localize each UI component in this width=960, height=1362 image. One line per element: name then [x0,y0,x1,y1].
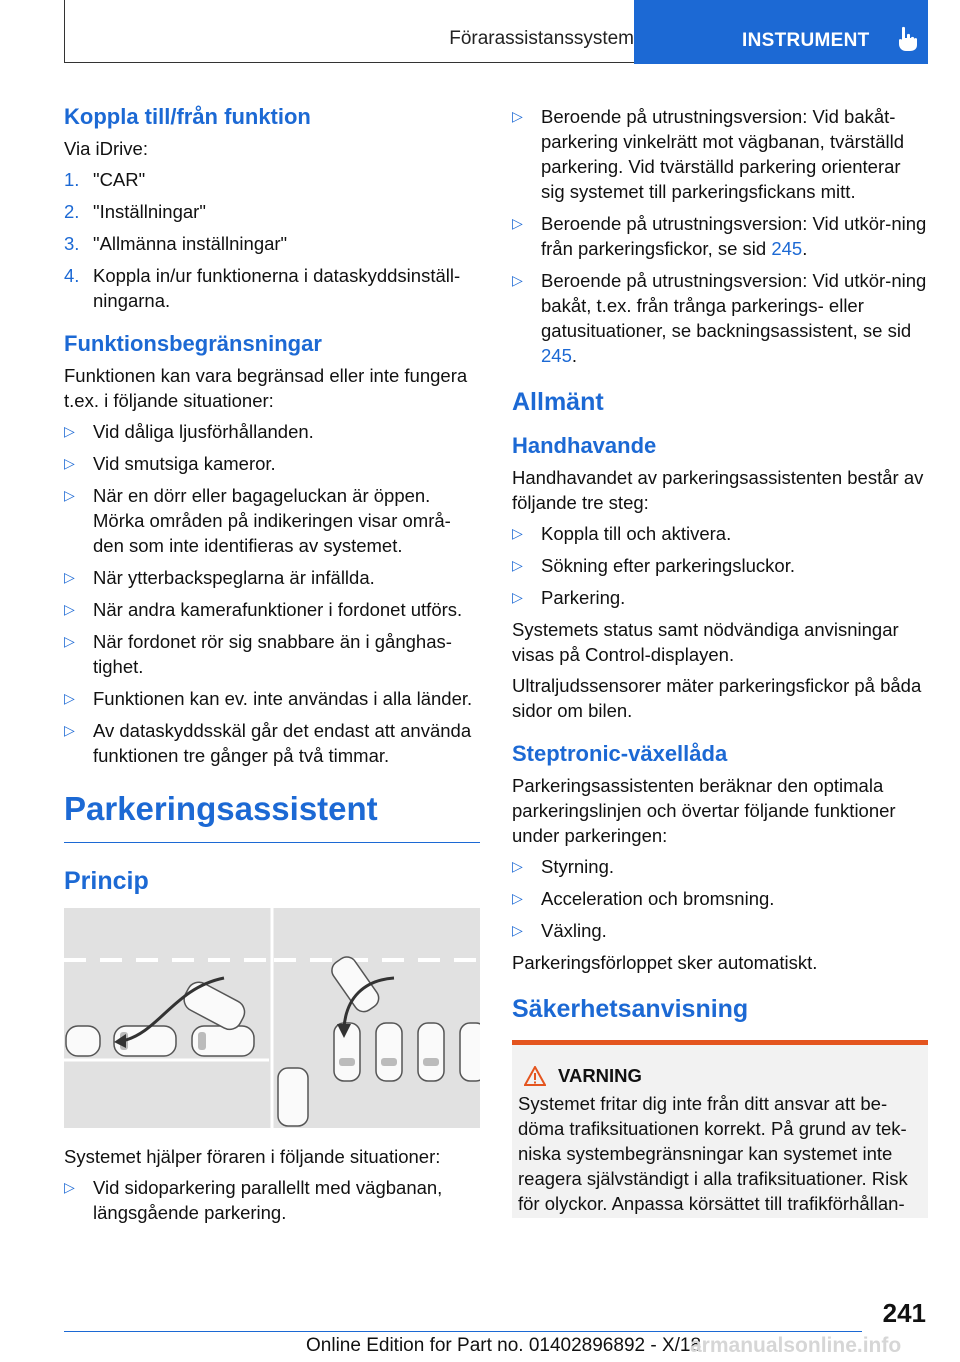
bullet-triangle-icon: ▷ [512,525,523,541]
watermark-text: armanualsonline.info [690,1334,902,1357]
list-item: ▷ Koppla till och aktivera. [512,523,732,544]
page-header [64,0,928,64]
bullet-triangle-icon: ▷ [512,272,523,288]
section-title-limitations: Funktionsbegränsningar [64,331,322,356]
toggle-steps [64,167,480,313]
list-item: ▷ När andra kamerafunktioner i fordonet utförs. [64,599,463,620]
left-column [64,100,480,1232]
bullet-triangle-icon: ▷ [512,108,523,124]
bullet-triangle-icon: ▷ [64,601,75,617]
bullet-triangle-icon: ▷ [64,455,75,471]
bullet-triangle-icon: ▷ [64,423,75,439]
bullet-triangle-icon: ▷ [64,633,75,649]
list-item: ▷ Vid smutsiga kameror. [64,453,276,474]
list-item: ▷ Beroende på utrustningsversion: Vid bakåt-parkering vinkelrätt mot vägbanan, tvärställd parkering. Vid tvärställd parkering orienterar sig systemet till parkeringsfickans mitt. [512,106,904,202]
principle-list-continued [512,104,928,368]
sensor-paragraph: Ultraljudssensorer mäter parkeringsfickor på båda sidor om bilen. [512,675,922,721]
bullet-triangle-icon: ▷ [512,858,523,874]
bullet-triangle-icon: ▷ [64,487,75,503]
page-link[interactable]: 245 [541,345,572,366]
list-item: ▷ När en dörr eller bagageluckan är öppen. Mörka områden på indikeringen visar områ-den som inte identifieras av systemet. [64,485,451,556]
section-title-toggle: Koppla till/från funktion [64,104,311,129]
list-item: ▷ Acceleration och bromsning. [512,888,775,909]
header-chapter-tab [634,0,928,64]
warning-triangle-icon [524,1066,546,1086]
list-item: ▷ Vid dåliga ljusförhållanden. [64,421,314,442]
list-item: ▷ Funktionen kan ev. inte användas i alla länder. [64,688,473,709]
bullet-triangle-icon: ▷ [64,690,75,706]
section-title-safety: Säkerhetsanvisning [512,995,749,1023]
title-divider [64,842,480,843]
section-title-principle: Princip [64,867,149,895]
header-section-box [64,0,649,63]
toggle-intro: Via iDrive: [64,138,148,159]
page-link[interactable]: 245 [771,238,803,259]
pointing-hand-icon [896,26,920,52]
steptronic-list [512,854,928,943]
steptronic-outro: Parkeringsförloppet sker automatiskt. [512,952,818,973]
list-item: 4. Koppla in/ur funktionerna i dataskyddsinställ-ningarna. [64,265,461,311]
edition-text: Online Edition for Part no. 01402896892 - X/18 [306,1335,702,1356]
bullet-triangle-icon: ▷ [64,569,75,585]
warning-header [518,1065,922,1087]
bullet-triangle-icon: ▷ [512,589,523,605]
list-item: ▷ När ytterbackspeglarna är infällda. [64,567,375,588]
handling-list [512,521,928,610]
list-item: ▷ Sökning efter parkeringsluckor. [512,555,795,576]
handling-intro: Handhavandet av parkeringsassistenten består av följande tre steg: [512,467,924,513]
bullet-triangle-icon: ▷ [64,722,75,738]
list-item: ▷ Beroende på utrustningsversion: Vid utkör-ning bakåt, t.ex. från trånga parkerings- eller gatusituationer, se backningsassistent, se sid 245. [512,270,927,366]
warning-text: Systemet fritar dig inte från ditt ansvar att be-döma trafiksituationen korrekt. På grund av tek-niska systembegränsningar kan systemet inte reagera självständigt i alla trafiksituationer. Risk för olyckor. Anpassa körsättet till trafikförhållan- [518,1093,908,1214]
warning-label: VARNING [558,1065,642,1086]
limitations-list [64,419,480,768]
right-column [512,104,928,1218]
page-number: 241 [882,1298,926,1328]
list-item: 1. "CAR" [64,169,146,190]
list-item: 3. "Allmänna inställningar" [64,233,288,254]
list-item: ▷ Växling. [512,920,607,941]
section-title-general: Allmänt [512,388,604,416]
bullet-triangle-icon: ▷ [512,890,523,906]
bullet-triangle-icon: ▷ [64,1179,75,1195]
section-title-steptronic: Steptronic-växellåda [512,741,728,766]
list-item: ▷ Parkering. [512,587,626,608]
section-title-handling: Handhavande [512,433,657,458]
bullet-triangle-icon: ▷ [512,922,523,938]
list-item: ▷ Av dataskyddsskäl går det endast att använda funktionen tre gånger på två timmar. [64,720,472,766]
steptronic-intro: Parkeringsassistenten beräknar den optimala parkeringslinjen och övertar följande funktioner under parkeringen: [512,775,896,846]
bullet-triangle-icon: ▷ [512,557,523,573]
limitations-intro: Funktionen kan vara begränsad eller inte fungera t.ex. i följande situationer: [64,365,468,411]
bullet-triangle-icon: ▷ [512,215,523,231]
principle-intro: Systemet hjälper föraren i följande situationer: [64,1146,441,1167]
list-item: 2. "Inställningar" [64,201,206,222]
list-item: ▷ När fordonet rör sig snabbare än i gånghas-tighet. [64,631,452,677]
parking-illustration [64,908,480,1128]
main-title: Parkeringsassistent [64,790,378,827]
footer-divider [64,1331,862,1332]
list-item: ▷ Beroende på utrustningsversion: Vid utkör-ning från parkeringsfickor, se sid 245. [512,213,927,259]
warning-box [512,1040,928,1218]
list-item: ▷ Styrning. [512,856,615,877]
principle-list [64,1175,480,1225]
status-paragraph: Systemets status samt nödvändiga anvisningar visas på Control-displayen. [512,619,899,665]
header-section-title: Förarassistanssystem [449,28,634,49]
header-chapter-title: INSTRUMENT [742,30,870,51]
parking-diagram [64,908,480,1128]
list-item: ▷ Vid sidoparkering parallellt med vägbanan, längsgående parkering. [64,1177,443,1223]
